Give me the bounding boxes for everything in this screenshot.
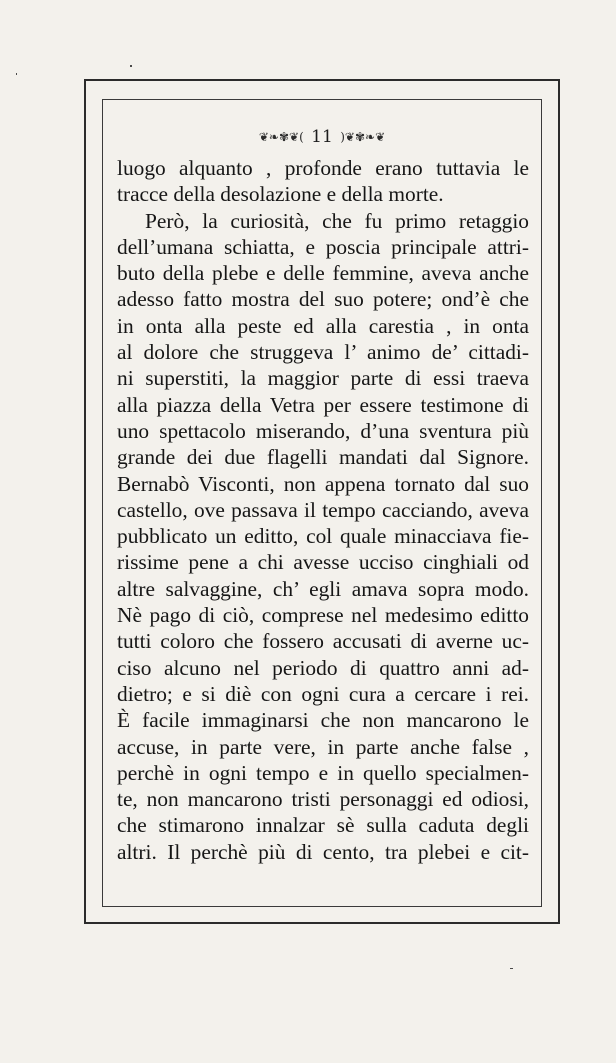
text-line: altri. Il perchè più di cento, tra plebei e cit-	[117, 839, 529, 864]
text-line: adesso fatto mostra del suo potere; ond’è che	[117, 287, 529, 312]
text-line: pubblicato un editto, col quale minacciava fie-	[117, 524, 529, 549]
text-line: buto della plebe e delle femmine, aveva anche	[117, 261, 529, 286]
text-line: Nè pago di ciò, comprese nel medesimo editto	[117, 603, 529, 628]
text-line: accuse, in parte vere, in parte anche false ,	[117, 734, 529, 759]
text-line: dell’umana schiatta, e poscia principale attri-	[117, 234, 529, 259]
text-line: altre salvaggine, ch’ egli amava sopra modo.	[117, 576, 529, 601]
page-number: 11	[311, 126, 333, 147]
text-line: luogo alquanto , profonde erano tuttavia le	[117, 156, 529, 180]
body-text	[117, 155, 529, 865]
text-line: uno spettacolo miserando, d’una sventura più	[117, 418, 529, 443]
text-line: perchè in ogni tempo e in quello specialmen-	[117, 760, 529, 785]
text-line: alla piazza della Vetra per essere testimone di	[117, 392, 529, 417]
page-speck	[510, 968, 513, 969]
page-speck	[130, 65, 132, 67]
text-line: ni superstiti, la maggior parte di essi traeva	[117, 366, 529, 391]
ornament-left-icon: ❦❧✾❦(	[258, 129, 304, 144]
text-line: te, non mancarono tristi personaggi ed odiosi,	[117, 787, 529, 812]
text-line: Bernabò Visconti, non appena tornato dal suo	[117, 471, 529, 496]
text-line: rissime pene a chi avesse ucciso cinghiali od	[117, 550, 529, 575]
page-header	[102, 122, 542, 150]
text-line: castello, ove passava il tempo cacciando, aveva	[117, 497, 529, 522]
text-line: È facile immaginarsi che non mancarono le	[117, 708, 529, 733]
text-line: tutti coloro che fossero accusati di averne uc-	[117, 629, 529, 654]
text-line: grande dei due flagelli mandati dal Signore.	[117, 445, 529, 470]
ornament-right-icon: )❦✾❧❦	[340, 129, 386, 144]
text-line: Però, la curiosità, che fu primo retaggio	[145, 208, 529, 233]
text-line: in onta alla peste ed alla carestia , in onta	[117, 313, 529, 338]
page-speck	[16, 73, 17, 75]
text-line: tracce della desolazione e della morte.	[117, 182, 444, 207]
text-line: al dolore che struggeva l’ animo de’ cittadi-	[117, 340, 529, 365]
text-line: ciso alcuno nel periodo di quattro anni ad-	[117, 655, 529, 680]
text-line: che stimarono innalzar sè sulla caduta degli	[117, 813, 529, 838]
text-line: dietro; e si diè con ogni cura a cercare i rei.	[117, 681, 529, 706]
